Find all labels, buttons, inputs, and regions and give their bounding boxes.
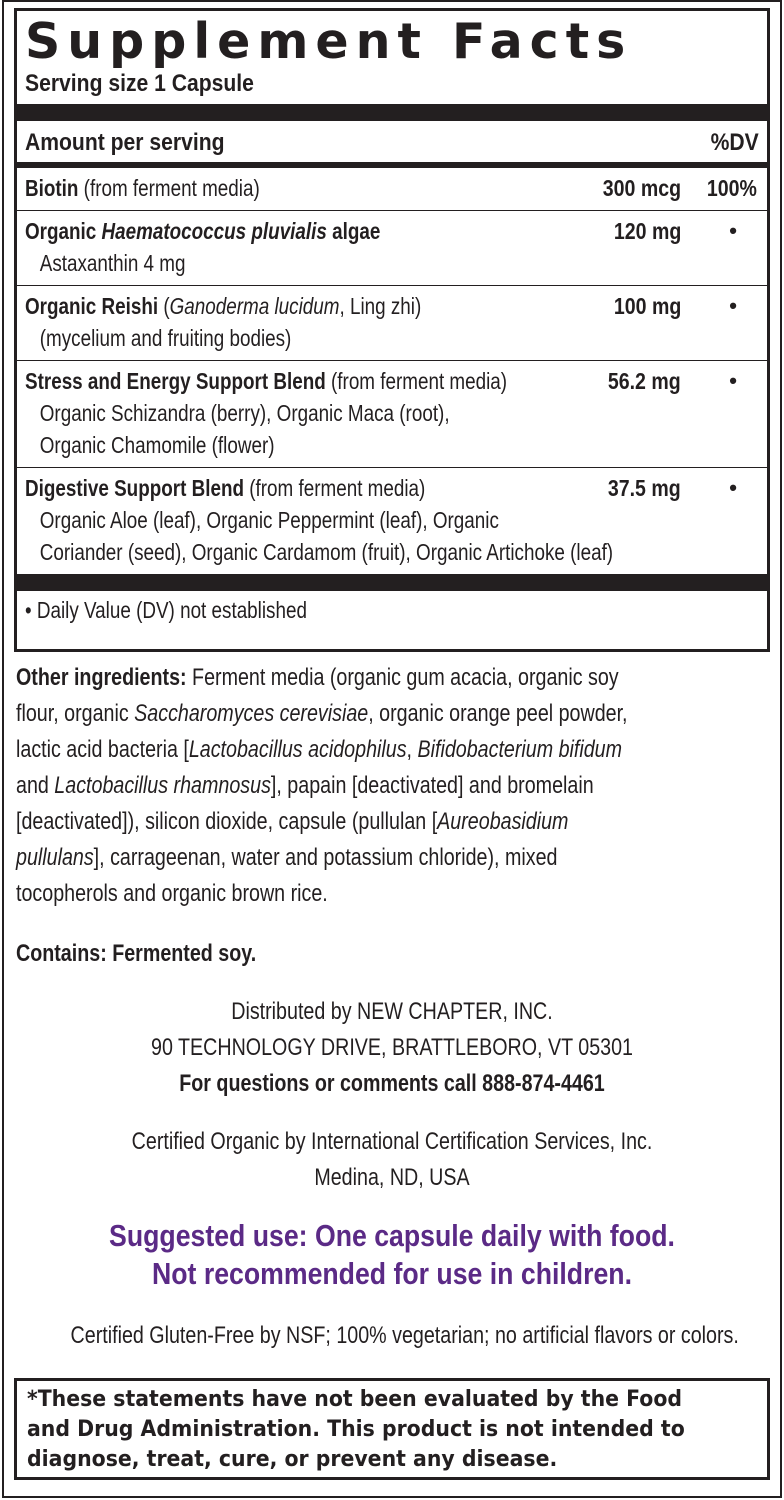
distributor-address: 90 TECHNOLOGY DRIVE, BRATTLEBORO, VT 05301 xyxy=(151,1034,633,1061)
nutrient-dv: • xyxy=(729,368,737,393)
nutrient-name: Organic Reishi xyxy=(25,293,159,319)
disclaimer-line: diagnose, treat, cure, or prevent any disease. xyxy=(27,1447,558,1472)
ingredients-text: , xyxy=(406,736,418,763)
ingredients-text: tocopherols and organic brown rice. xyxy=(16,880,328,907)
supplement-facts-panel xyxy=(14,8,770,652)
nutrient-row-digestive-blend xyxy=(17,468,767,575)
thick-divider xyxy=(17,104,767,121)
nutrient-source: (from ferment media) xyxy=(325,368,508,394)
ingredients-text: ], carrageenan, water and potassium chloride), mixed xyxy=(93,844,558,871)
nutrient-name: Stress and Energy Support Blend xyxy=(25,368,326,394)
nutrient-latin-name: Haematococcus pluvialis xyxy=(101,218,327,244)
disclaimer-line: *These statements have not been evaluated by the Food xyxy=(27,1387,683,1412)
nutrient-row-reishi xyxy=(17,286,767,361)
nutrient-amount: 120 mg xyxy=(613,218,681,244)
nutrient-source: (from ferment media) xyxy=(78,175,260,201)
ingredients-text: Ferment media (organic gum acacia, organic soy xyxy=(186,664,619,691)
nutrient-sub-line: Organic Schizandra (berry), Organic Maca (root), xyxy=(39,400,450,426)
gluten-free-text: Certified Gluten-Free by NSF; 100% vegetarian; no artificial flavors or colors. xyxy=(70,1322,739,1349)
nutrient-sub-line: (mycelium and fruiting bodies) xyxy=(39,325,292,351)
nutrient-sub-line: Organic Chamomile (flower) xyxy=(39,432,275,458)
thick-divider-bottom xyxy=(17,575,767,591)
nutrient-dv: 100% xyxy=(706,175,757,201)
ingredients-text: lactic acid bacteria [ xyxy=(16,736,189,763)
nutrient-amount: 37.5 mg xyxy=(608,475,681,501)
ingredients-text: , organic orange peel powder, xyxy=(368,700,628,727)
allergen-statement xyxy=(16,936,766,972)
nutrient-paren-open: ( xyxy=(158,293,170,319)
ingredients-latin: pullulans xyxy=(16,844,94,871)
nutrient-name: Organic xyxy=(25,218,102,244)
dv-footnote: • Daily Value (DV) not established xyxy=(25,597,307,623)
ingredients-latin: Lactobacillus acidophilus xyxy=(188,736,407,763)
ingredients-text: [deactivated]), silicon dioxide, capsule (pullulan [ xyxy=(16,808,438,835)
ingredients-text: flour, organic xyxy=(16,700,135,727)
fda-disclaimer xyxy=(14,1378,770,1480)
children-warning: Not recommended for use in children. xyxy=(152,1256,632,1291)
dv-header-label: %DV xyxy=(710,129,759,156)
facts-title: Supplement Facts xyxy=(25,13,633,70)
nutrient-sub-line: Coriander (seed), Organic Cardamom (fruit), Organic Artichoke (leaf) xyxy=(39,539,614,565)
ingredients-text: ], papain [deactivated] and bromelain xyxy=(270,772,594,799)
distributor-line: Distributed by NEW CHAPTER, INC. xyxy=(231,998,553,1025)
nutrient-name: Digestive Support Blend xyxy=(25,475,245,501)
amount-per-serving-label: Amount per serving xyxy=(25,129,225,156)
nutrient-source: (from ferment media) xyxy=(244,475,426,501)
distributor-phone: For questions or comments call 888-874-4461 xyxy=(179,1070,605,1097)
nutrient-latin-name: Ganoderma lucidum xyxy=(169,293,340,319)
amount-header-row xyxy=(25,121,759,162)
nutrient-dv: • xyxy=(729,218,737,243)
organic-certification xyxy=(0,1124,784,1196)
disclaimer-line: and Drug Administration. This product is not intended to xyxy=(27,1417,685,1442)
nutrient-sub-line: Organic Aloe (leaf), Organic Peppermint (leaf), Organic xyxy=(39,507,499,533)
nutrient-dv: • xyxy=(729,475,737,500)
nutrient-paren-rest: , Ling zhi) xyxy=(339,293,422,319)
distributor-info xyxy=(0,994,784,1102)
ingredients-latin: Aureobasidium xyxy=(437,808,569,835)
serving-size: Serving size 1 Capsule xyxy=(25,70,254,97)
suggested-use xyxy=(0,1217,784,1293)
other-ingredients xyxy=(16,660,766,912)
nutrient-row-biotin xyxy=(17,168,767,211)
nutrient-dv: • xyxy=(729,293,737,318)
nutrient-amount: 100 mg xyxy=(613,293,681,319)
suggested-use-line: Suggested use: One capsule daily with food. xyxy=(109,1218,675,1253)
certification-line: Certified Organic by International Certification Services, Inc. xyxy=(131,1128,653,1155)
ingredients-latin: Bifidobacterium bifidum xyxy=(417,736,623,763)
ingredients-text: and xyxy=(16,772,55,799)
nutrient-amount: 56.2 mg xyxy=(608,368,681,394)
ingredients-latin: Lactobacillus rhamnosus xyxy=(54,772,271,799)
other-ingredients-label: Other ingredients: xyxy=(16,664,187,691)
gluten-free-statement xyxy=(0,1318,784,1354)
nutrient-sub-line: Astaxanthin 4 mg xyxy=(39,250,186,276)
nutrient-amount: 300 mcg xyxy=(602,175,681,201)
nutrient-row-haematococcus xyxy=(17,211,767,286)
nutrient-name: Biotin xyxy=(25,175,79,201)
contains-text: Contains: Fermented soy. xyxy=(16,940,257,967)
nutrient-row-stress-blend xyxy=(17,361,767,468)
certification-location: Medina, ND, USA xyxy=(314,1164,470,1191)
nutrient-name-suffix: algae xyxy=(326,218,381,244)
ingredients-latin: Saccharomyces cerevisiae xyxy=(134,700,369,727)
